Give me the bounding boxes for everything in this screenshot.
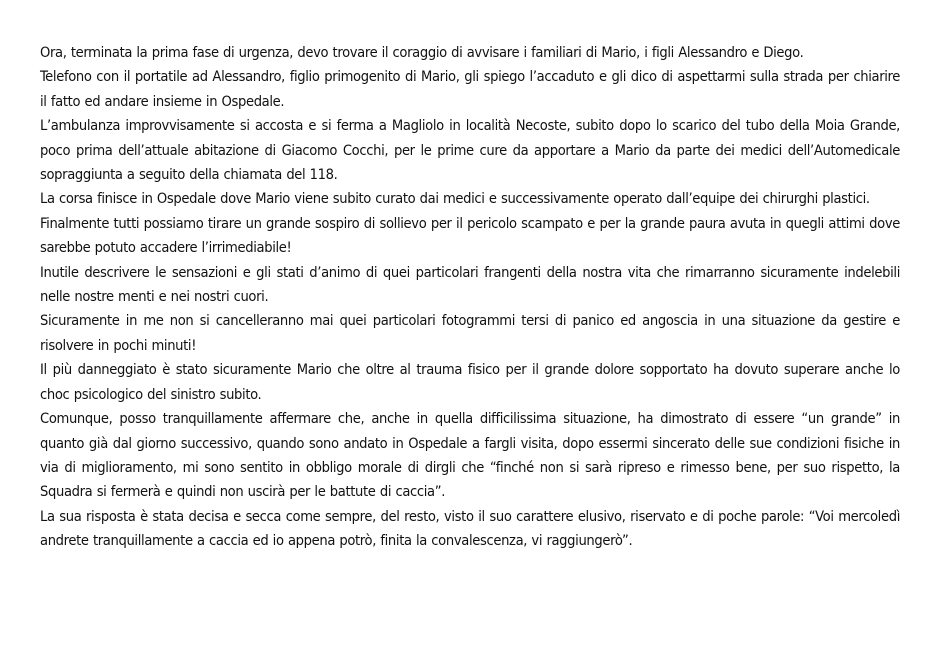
paragraph-1: Ora, terminata la prima fase di urgenza, devo trovare il coraggio di avvisare i familiari di Mario, i figli Alessandro e Diego. bbox=[40, 44, 804, 61]
paragraph-9: Comunque, posso tranquillamente affermare che, anche in quella difficilissima situazione, ha dimostrato di essere “un grande” in quanto già dal giorno successivo, quando sono andato in Ospedale a fargli visita, dopo essermi sincerato delle sue condizioni fisiche in via di miglioramento, mi sono sentito in obbligo morale di dirgli che “finché non si sarà ripreso e rimesso bene, per suo rispetto, la Squadra si fermerà e quindi non uscirà per le battute di caccia”. bbox=[40, 410, 900, 501]
paragraph-10: La sua risposta è stata decisa e secca come sempre, del resto, visto il suo carattere elusivo, riservato e di poche parole: “Voi mercoledì andrete tranquillamente a caccia ed io appena potrò, finita la convalescenza, vi raggiungerò”. bbox=[40, 507, 900, 550]
paragraph-4: La corsa finisce in Ospedale dove Mario viene subito curato dai medici e successivamente operato dall’equipe dei chirurghi plastici. bbox=[40, 190, 870, 208]
paragraph-3: L’ambulanza improvvisamente si accosta e si ferma a Magliolo in località Necoste, subito dopo lo scarico del tubo della Moia Grande, poco prima dell’attuale abitazione di Giacomo Cocchi, per le prime cure da apportare a Mario da parte dei medici dell’Automedicale sopraggiunta a seguito della chiamata del 118. bbox=[40, 117, 900, 184]
paragraph-2: Telefono con il portatile ad Alessandro, figlio primogenito di Mario, gli spiego l’accaduto e gli dico di aspettarmi sulla strada per chiarire il fatto ed andare insieme in Ospedale. bbox=[40, 68, 900, 110]
document-page bbox=[40, 41, 900, 554]
paragraph-8: Il più danneggiato è stato sicuramente Mario che oltre al trauma fisico per il grande dolore sopportato ha dovuto superare anche lo choc psicologico del sinistro subito. bbox=[40, 361, 900, 403]
paragraph-6: Inutile descrivere le sensazioni e gli stati d’animo di quei particolari frangenti della nostra vita che rimarranno sicuramente indelebili nelle nostre menti e nei nostri cuori. bbox=[40, 263, 900, 306]
paragraph-5: Finalmente tutti possiamo tirare un grande sospiro di sollievo per il pericolo scampato e per la grande paura avuta in quegli attimi dove sarebbe potuto accadere l’irrimediabile! bbox=[40, 214, 900, 257]
paragraph-7: Sicuramente in me non si cancelleranno mai quei particolari fotogrammi tersi di panico ed angoscia in una situazione da gestire e risolvere in pochi minuti! bbox=[40, 312, 900, 354]
